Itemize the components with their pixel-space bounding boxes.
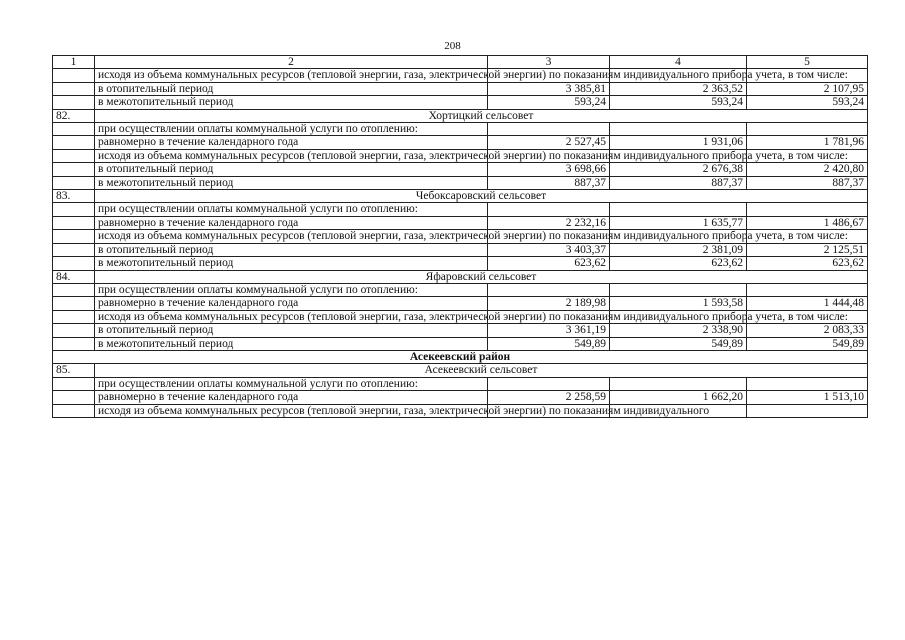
row-number: [53, 243, 95, 256]
row-number: [53, 149, 95, 162]
row-number: [53, 377, 95, 390]
value-col3: 3 385,81: [488, 82, 610, 95]
value-col3: 2 527,45: [488, 136, 610, 149]
empty-cell: [610, 283, 747, 296]
row-number: [53, 230, 95, 243]
row-label: при осуществлении оплаты коммунальной услуги по отоплению:: [95, 203, 488, 216]
value-col4: 1 593,58: [610, 297, 747, 310]
empty-cell: [488, 123, 610, 136]
row-label: исходя из объема коммунальных ресурсов (тепловой энергии, газа, электрической энергии) по показаниям индивидуального прибора учета, в том числе:: [95, 69, 488, 82]
table-row: [53, 310, 868, 323]
row-label: исходя из объема коммунальных ресурсов (тепловой энергии, газа, электрической энергии) по показаниям индивидуального прибора учета, в том числе:: [95, 149, 488, 162]
row-number: [53, 123, 95, 136]
row-number: 82.: [53, 109, 95, 122]
value-col5: 623,62: [747, 257, 868, 270]
table-row: [53, 283, 868, 296]
row-number: [53, 337, 95, 350]
table-row: [53, 149, 868, 162]
empty-cell: [610, 203, 747, 216]
value-col3: 887,37: [488, 176, 610, 189]
table-row: [53, 216, 868, 229]
table-row: [53, 123, 868, 136]
value-col3: 2 232,16: [488, 216, 610, 229]
row-number: [53, 96, 95, 109]
empty-cell: [747, 123, 868, 136]
empty-cell: [488, 283, 610, 296]
empty-cell: [747, 283, 868, 296]
value-col3: 2 189,98: [488, 297, 610, 310]
row-number: [53, 324, 95, 337]
value-col5: 549,89: [747, 337, 868, 350]
row-label: равномерно в течение календарного года: [95, 216, 488, 229]
row-number: [53, 297, 95, 310]
row-number: 83.: [53, 190, 95, 203]
value-col4: 887,37: [610, 176, 747, 189]
value-col5: 2 420,80: [747, 163, 868, 176]
row-number: [53, 163, 95, 176]
value-col5: 1 486,67: [747, 216, 868, 229]
row-label: равномерно в течение календарного года: [95, 136, 488, 149]
table-row: [53, 337, 868, 350]
settlement-name: Асекеевский сельсовет: [95, 364, 868, 377]
settlement-row: [53, 109, 868, 122]
row-label: в межотопительный период: [95, 96, 488, 109]
row-label: при осуществлении оплаты коммунальной услуги по отоплению:: [95, 377, 488, 390]
settlement-name: Чебоксаровский сельсовет: [95, 190, 868, 203]
table-row: [53, 391, 868, 404]
empty-cell: [747, 377, 868, 390]
row-label: равномерно в течение календарного года: [95, 391, 488, 404]
value-col5: 2 083,33: [747, 324, 868, 337]
table-row: [53, 69, 868, 82]
value-col3: 3 698,66: [488, 163, 610, 176]
row-number: [53, 283, 95, 296]
row-number: [53, 404, 95, 417]
value-col3: 3 361,19: [488, 324, 610, 337]
value-col4: 1 635,77: [610, 216, 747, 229]
value-col3: 3 403,37: [488, 243, 610, 256]
page-number: 208: [444, 40, 461, 52]
value-col4: 549,89: [610, 337, 747, 350]
table-row: [53, 257, 868, 270]
value-col3: 2 258,59: [488, 391, 610, 404]
row-label: в отопительный период: [95, 82, 488, 95]
value-col5: 1 513,10: [747, 391, 868, 404]
settlement-row: [53, 364, 868, 377]
row-label: при осуществлении оплаты коммунальной услуги по отоплению:: [95, 123, 488, 136]
value-col3: 593,24: [488, 96, 610, 109]
row-label: в отопительный период: [95, 243, 488, 256]
value-col4: 2 676,38: [610, 163, 747, 176]
column-header: 4: [610, 56, 747, 69]
value-col5: 593,24: [747, 96, 868, 109]
value-col3: 549,89: [488, 337, 610, 350]
row-number: 84.: [53, 270, 95, 283]
tariff-table: [52, 55, 868, 418]
table-row: [53, 404, 868, 417]
row-label: равномерно в течение календарного года: [95, 297, 488, 310]
row-number: [53, 203, 95, 216]
row-number: [53, 216, 95, 229]
empty-cell: [747, 203, 868, 216]
row-number: [53, 391, 95, 404]
column-header: 2: [95, 56, 488, 69]
value-col5: 1 444,48: [747, 297, 868, 310]
table-row: [53, 203, 868, 216]
row-label: в межотопительный период: [95, 257, 488, 270]
row-label: исходя из объема коммунальных ресурсов (тепловой энергии, газа, электрической энергии) по показаниям индивидуального прибора учета, в том числе:: [95, 310, 488, 323]
district-name: Асекеевский район: [53, 350, 868, 363]
table-row: [53, 297, 868, 310]
row-label: исходя из объема коммунальных ресурсов (тепловой энергии, газа, электрической энергии) по показаниям индивидуального прибора учета, в том числе:: [95, 230, 488, 243]
column-header: 3: [488, 56, 610, 69]
settlement-name: Хортицкий сельсовет: [95, 109, 868, 122]
value-col4: 593,24: [610, 96, 747, 109]
table-row: [53, 163, 868, 176]
settlement-name: Яфаровский сельсовет: [95, 270, 868, 283]
table-row: [53, 136, 868, 149]
row-label: при осуществлении оплаты коммунальной услуги по отоплению:: [95, 283, 488, 296]
row-label: в отопительный период: [95, 163, 488, 176]
table-row: [53, 377, 868, 390]
empty-cell: [610, 377, 747, 390]
value-col3: 623,62: [488, 257, 610, 270]
table-row: [53, 176, 868, 189]
value-col5: 887,37: [747, 176, 868, 189]
empty-cell: [747, 404, 868, 417]
value-col4: 1 931,06: [610, 136, 747, 149]
row-number: 85.: [53, 364, 95, 377]
header-row: [53, 56, 868, 69]
empty-cell: [488, 377, 610, 390]
row-number: [53, 257, 95, 270]
value-col5: 2 125,51: [747, 243, 868, 256]
value-col5: 2 107,95: [747, 82, 868, 95]
value-col4: 2 381,09: [610, 243, 747, 256]
table-row: [53, 230, 868, 243]
table-row: [53, 324, 868, 337]
value-col4: 623,62: [610, 257, 747, 270]
settlement-row: [53, 190, 868, 203]
column-header: 1: [53, 56, 95, 69]
empty-cell: [610, 123, 747, 136]
value-col5: 1 781,96: [747, 136, 868, 149]
row-number: [53, 69, 95, 82]
table-row: [53, 96, 868, 109]
row-number: [53, 310, 95, 323]
settlement-row: [53, 270, 868, 283]
value-col4: 2 363,52: [610, 82, 747, 95]
empty-cell: [488, 203, 610, 216]
value-col4: 1 662,20: [610, 391, 747, 404]
row-label: в межотопительный период: [95, 176, 488, 189]
value-col4: 2 338,90: [610, 324, 747, 337]
row-number: [53, 82, 95, 95]
row-number: [53, 176, 95, 189]
table-row: [53, 82, 868, 95]
row-label: в отопительный период: [95, 324, 488, 337]
table-row: [53, 243, 868, 256]
column-header: 5: [747, 56, 868, 69]
district-row: [53, 350, 868, 363]
row-number: [53, 136, 95, 149]
row-label: в межотопительный период: [95, 337, 488, 350]
row-label: исходя из объема коммунальных ресурсов (тепловой энергии, газа, электрической энергии) по показаниям индивидуального: [95, 404, 488, 417]
